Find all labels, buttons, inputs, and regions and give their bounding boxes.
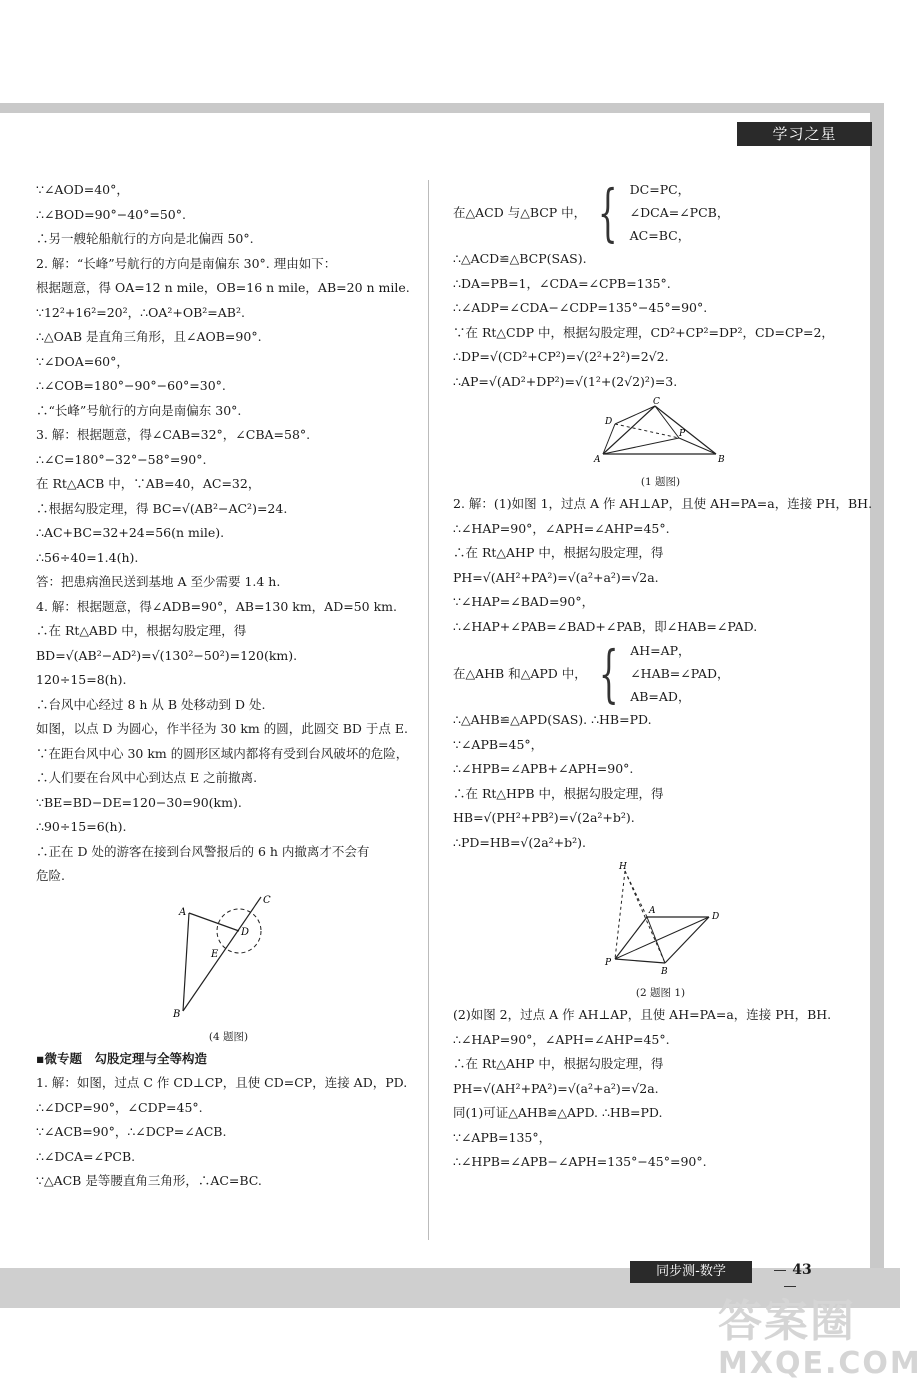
text-line: (2)如图 2，过点 A 作 AH⊥AP，且使 AH=PA=a，连接 PH，BH.: [453, 1007, 832, 1022]
figure-1: [591, 398, 731, 468]
text-line: 根据题意，得 OA=12 n mile，OB=16 n mile，AB=20 n mile.: [36, 280, 410, 295]
fig2-label-b: B: [660, 967, 668, 977]
topic-heading: ▪微专题 勾股定理与全等构造: [36, 1050, 207, 1066]
text-line: HB=√(PH²+PB²)=√(2a²+b²).: [453, 810, 635, 825]
footer-label: 同步测-数学: [630, 1261, 752, 1283]
text-line: ∵∠APB=135°，: [453, 1129, 552, 1145]
text-line: ∴56÷40=1.4(h).: [36, 549, 139, 565]
text-line: PH=√(AH²+PA²)=√(a²+a²)=√2a.: [453, 569, 659, 585]
brace-1-line: DC=PC，: [629, 182, 691, 197]
figure-4: [169, 893, 289, 1023]
figure-4-caption: (4 题图): [208, 1030, 249, 1043]
brace-block-2: [453, 636, 868, 710]
fig4-label-c: C: [262, 894, 271, 906]
fig1-label-c: C: [652, 397, 660, 407]
text-line: ∴∠DCA=∠PCB.: [36, 1148, 136, 1164]
brace-2-prefix: 在△AHB 和△APD 中，: [453, 666, 587, 681]
figure-2: [591, 859, 731, 979]
text-line: 答：把患病渔民送到基地 A 至少需要 1.4 h.: [36, 574, 281, 589]
brace-block-1: [453, 175, 868, 249]
fig2-label-h: H: [618, 862, 627, 872]
text-line: PH=√(AH²+PA²)=√(a²+a²)=√2a.: [453, 1080, 659, 1096]
brace-1-prefix: 在△ACD 与△BCP 中，: [453, 205, 587, 220]
fig1-label-b: B: [717, 455, 725, 465]
right-solution-text-3: [453, 708, 868, 855]
brace-1-line: AC=BC，: [629, 228, 691, 243]
brace-2-line: AH=AP，: [630, 643, 691, 658]
page-number: 43: [760, 1262, 820, 1294]
fig1-label-p: P: [678, 429, 685, 439]
text-line: 危险.: [36, 868, 65, 883]
left-solution-text-2: [36, 1071, 421, 1194]
text-line: ∵在 Rt△CDP 中，根据勾股定理，CD²+CP²=DP²，CD=CP=2，: [453, 324, 834, 340]
right-solution-text: [453, 247, 868, 394]
text-line: ∴∠HAP=90°，∠APH=∠AHP=45°.: [453, 1031, 670, 1047]
text-line: ∴AP=√(AD²+DP²)=√(1²+(2√2)²)=3.: [453, 373, 678, 389]
text-line: ∴△AHB≌△APD(SAS). ∴HB=PD.: [453, 712, 652, 727]
text-line: ∴∠HAP+∠PAB=∠BAD+∠PAB，即∠HAB=∠PAD.: [453, 618, 758, 634]
fig1-label-a: A: [593, 455, 600, 465]
right-solution-text-4: [453, 1003, 868, 1175]
text-line: ∴90÷15=6(h).: [36, 819, 127, 834]
text-line: ∴DA=PB=1，∠CDA=∠CPB=135°.: [453, 275, 671, 291]
text-line: 在 Rt△ACB 中，∵AB=40，AC=32，: [36, 476, 261, 491]
fig2-label-d: D: [711, 912, 719, 922]
fig4-label-a: A: [178, 906, 186, 918]
text-line: ∴另一艘轮船航行的方向是北偏西 50°.: [36, 231, 254, 246]
text-line: ∴AC+BC=32+24=56(n mile).: [36, 525, 225, 540]
text-line: ∴在 Rt△ABD 中，根据勾股定理，得: [36, 623, 247, 638]
text-line: ∴台风中心经过 8 h 从 B 处移动到 D 处.: [36, 696, 266, 712]
text-line: ∵△ACB 是等腰直角三角形，∴AC=BC.: [36, 1173, 262, 1188]
text-line: ∴“长峰”号航行的方向是南偏东 30°.: [36, 402, 242, 418]
text-line: 3. 解：根据题意，得∠CAB=32°，∠CBA=58°.: [36, 427, 311, 442]
text-line: ∴人们要在台风中心到达点 E 之前撤离.: [36, 770, 258, 785]
text-line: ∴DP=√(CD²+CP²)=√(2²+2²)=2√2.: [453, 349, 669, 364]
figure-2-caption: (2 题图 1): [635, 987, 686, 999]
text-line: ∴△ACD≌△BCP(SAS).: [453, 251, 587, 266]
text-line: ∴∠HAP=90°，∠APH=∠AHP=45°.: [453, 520, 670, 536]
fig2-label-p: P: [604, 958, 611, 968]
text-line: ∴PD=HB=√(2a²+b²).: [453, 834, 587, 850]
fig1-label-d: D: [604, 417, 612, 427]
text-line: ∴∠BOD=90°−40°=50°.: [36, 206, 186, 222]
left-column: [36, 178, 421, 1194]
text-line: 如图，以点 D 为圆心，作半径为 30 km 的圆，此圆交 BD 于点 E.: [36, 721, 408, 736]
text-line: 1. 解：如图，过点 C 作 CD⊥CP，且使 CD=CP，连接 AD，PD.: [36, 1075, 408, 1090]
figure-1-caption: (1 题图): [640, 476, 681, 488]
brace-2-line: ∠HAB=∠PAD，: [630, 666, 730, 681]
text-line: ∴∠COB=180°−90°−60°=30°.: [36, 378, 226, 393]
brace-symbol: {: [598, 636, 619, 710]
right-solution-text-2: [453, 492, 873, 639]
header-label: 学习之星: [737, 122, 872, 146]
brace-1-line: ∠DCA=∠PCB，: [629, 205, 730, 220]
text-line: ∵在距台风中心 30 km 的圆形区域内都将有受到台风破坏的危险，: [36, 745, 409, 761]
text-line: 4. 解：根据题意，得∠ADB=90°，AB=130 km，AD=50 km.: [36, 598, 397, 614]
text-line: ∵∠HAP=∠BAD=90°，: [453, 594, 595, 609]
text-line: ∵∠AOD=40°，: [36, 182, 129, 197]
fig4-label-e: E: [210, 948, 218, 960]
text-line: 同(1)可证△AHB≌△APD. ∴HB=PD.: [453, 1105, 663, 1120]
watermark-top: 答案圈: [718, 1296, 856, 1347]
text-line: ∵12²+16²=20²，∴OA²+OB²=AB².: [36, 304, 245, 320]
text-line: 2. 解：(1)如图 1，过点 A 作 AH⊥AP，且使 AH=PA=a，连接 PH，BH.: [453, 496, 873, 511]
column-divider: [428, 180, 429, 1240]
text-line: ∴△OAB 是直角三角形，且∠AOB=90°.: [36, 329, 262, 344]
fig4-label-d: D: [240, 926, 249, 938]
text-line: ∵∠APB=45°，: [453, 736, 544, 752]
watermark: [718, 1296, 922, 1386]
text-line: ∴根据勾股定理，得 BC=√(AB²−AC²)=24.: [36, 500, 288, 516]
text-line: ∴∠HPB=∠APB−∠APH=135°−45°=90°.: [453, 1154, 707, 1169]
right-column: [453, 175, 873, 1175]
text-line: ∴在 Rt△AHP 中，根据勾股定理，得: [453, 1056, 664, 1071]
fig2-label-a: A: [648, 906, 655, 916]
text-line: ∵BE=BD−DE=120−30=90(km).: [36, 794, 242, 810]
text-line: ∵∠DOA=60°，: [36, 353, 129, 369]
left-solution-text: [36, 178, 421, 889]
text-line: 2. 解：“长峰”号航行的方向是南偏东 30°. 理由如下：: [36, 255, 337, 271]
text-line: ∴在 Rt△HPB 中，根据勾股定理，得: [453, 785, 664, 801]
brace-symbol: {: [598, 175, 618, 249]
text-line: ∴正在 D 处的游客在接到台风警报后的 6 h 内撤离才不会有: [36, 843, 370, 859]
text-line: 120÷15=8(h).: [36, 672, 127, 687]
text-line: ∴∠DCP=90°，∠CDP=45°.: [36, 1099, 203, 1115]
text-line: ∴∠C=180°−32°−58°=90°.: [36, 451, 207, 467]
text-line: ∴∠HPB=∠APB+∠APH=90°.: [453, 761, 634, 776]
text-line: ∵∠ACB=90°，∴∠DCP=∠ACB.: [36, 1124, 227, 1139]
brace-2-line: AB=AD，: [630, 689, 691, 704]
text-line: ∴∠ADP=∠CDA−∠CDP=135°−45°=90°.: [453, 300, 708, 315]
text-line: BD=√(AB²−AD²)=√(130²−50²)=120(km).: [36, 647, 298, 663]
text-line: ∴在 Rt△AHP 中，根据勾股定理，得: [453, 545, 664, 560]
watermark-bottom: MXQE.COM: [718, 1346, 922, 1381]
fig4-label-b: B: [172, 1008, 180, 1020]
